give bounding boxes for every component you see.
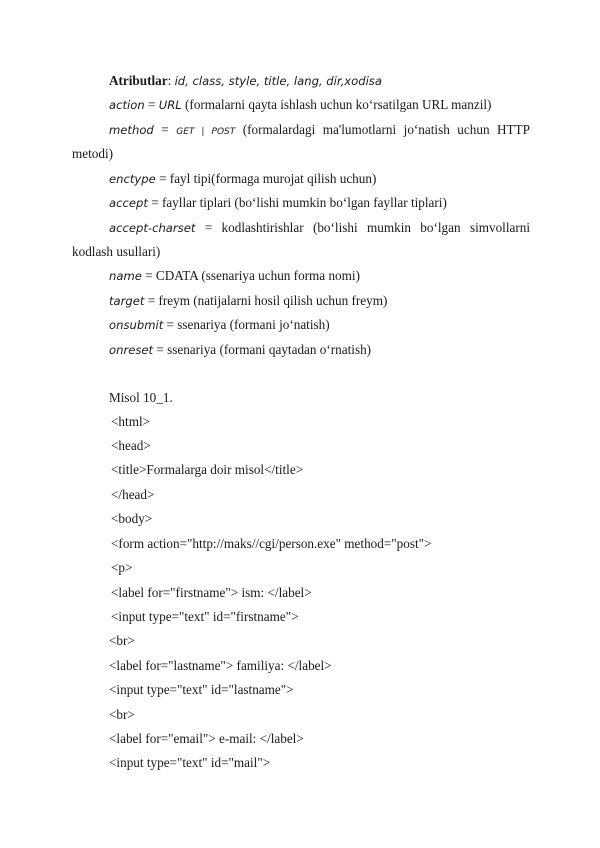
attr-desc: freym (natijalarni hosil qilish uchun freym) <box>158 293 388 308</box>
attr-desc: fayllar tiplari (bo‘lishi mumkin bo‘lgan fayllar tiplari) <box>161 195 447 210</box>
code-line: <label for="email"> e-mail: </label> <box>109 731 304 746</box>
code-line: </head> <box>111 487 155 502</box>
attr-name: action <box>109 98 145 112</box>
attributes-heading-label: Atributlar <box>109 73 168 88</box>
attr-value: GET | POST <box>176 127 236 137</box>
attr-method-cont: metodi) <box>72 146 114 161</box>
code-line: <input type="text" id="lastname"> <box>109 682 294 697</box>
attr-name-label: name <box>109 269 142 283</box>
attr-name: onreset <box>109 343 154 357</box>
attr-desc: ssenariya (formani qaytadan o‘rnatish) <box>167 342 372 357</box>
code-line: <body> <box>111 511 153 526</box>
attr-accept-charset-cont: kodlash usullari) <box>72 244 161 259</box>
attr-method: method = GET | POST (formalardagi ma'lumotlarni jo‘natish uchun HTTP <box>109 122 530 137</box>
example-title: Misol 10_1. <box>109 390 173 405</box>
attr-name: accept <box>109 196 148 210</box>
attr-value: URL <box>158 98 182 112</box>
attr-enctype: enctype = fayl tipi(formaga murojat qilish uchun) <box>109 171 377 186</box>
code-line: <input type="text" id="firstname"> <box>111 609 299 624</box>
code-line: <input type="text" id="mail"> <box>109 755 271 770</box>
attr-name: accept-charset <box>109 221 196 235</box>
attr-desc: fayl tipi(formaga murojat qilish uchun) <box>169 171 377 186</box>
attr-name: method <box>109 123 154 137</box>
code-line: <title>Formalarga doir misol</title> <box>111 462 304 477</box>
attr-action: action = URL (formalarni qayta ishlash uchun ko‘rsatilgan URL manzil) <box>109 97 492 112</box>
attr-target: target = freym (natijalarni hosil qilish uchun freym) <box>109 293 388 308</box>
attr-onreset: onreset = ssenariya (formani qaytadan o‘rnatish) <box>109 342 372 357</box>
code-line: <label for="lastname"> familiya: </label> <box>109 658 332 673</box>
code-line: <p> <box>111 560 133 575</box>
code-line: <head> <box>111 438 151 453</box>
code-line: <br> <box>109 633 135 648</box>
attr-onsubmit: onsubmit = ssenariya (formani jo‘natish) <box>109 317 330 332</box>
attr-accept: accept = fayllar tiplari (bo‘lishi mumkin bo‘lgan fayllar tiplari) <box>109 195 447 210</box>
attr-desc: (formalarni qayta ishlash uchun ko‘rsatilgan URL manzil) <box>185 97 492 112</box>
attr-desc: (formalardagi ma'lumotlarni jo‘natish uchun HTTP <box>242 122 530 137</box>
attr-desc: kodlashtirishlar (bo‘lishi mumkin bo‘lgan simvollarni <box>221 220 531 235</box>
attr-desc: ssenariya (formani jo‘natish) <box>177 317 330 332</box>
attr-desc: CDATA (ssenariya uchun forma nomi) <box>155 268 360 283</box>
attributes-heading-list: id, class, style, title, lang, dir,xodisa <box>174 74 382 88</box>
attr-name: onsubmit <box>109 318 164 332</box>
code-line: <form action="http://maks//cgi/person.exe" method="post"> <box>111 536 432 551</box>
code-line: <html> <box>111 414 151 429</box>
attr-name: name = CDATA (ssenariya uchun forma nomi) <box>109 268 360 283</box>
code-line: <label for="firstname"> ism: </label> <box>111 585 312 600</box>
attr-name: enctype <box>109 172 156 186</box>
code-line: <br> <box>109 707 135 722</box>
attributes-heading: Atributlar: id, class, style, title, lang, dir,xodisa <box>109 73 382 88</box>
attr-name: target <box>109 294 145 308</box>
attr-accept-charset: accept-charset = kodlashtirishlar (bo‘lishi mumkin bo‘lgan simvollarni <box>109 220 531 235</box>
